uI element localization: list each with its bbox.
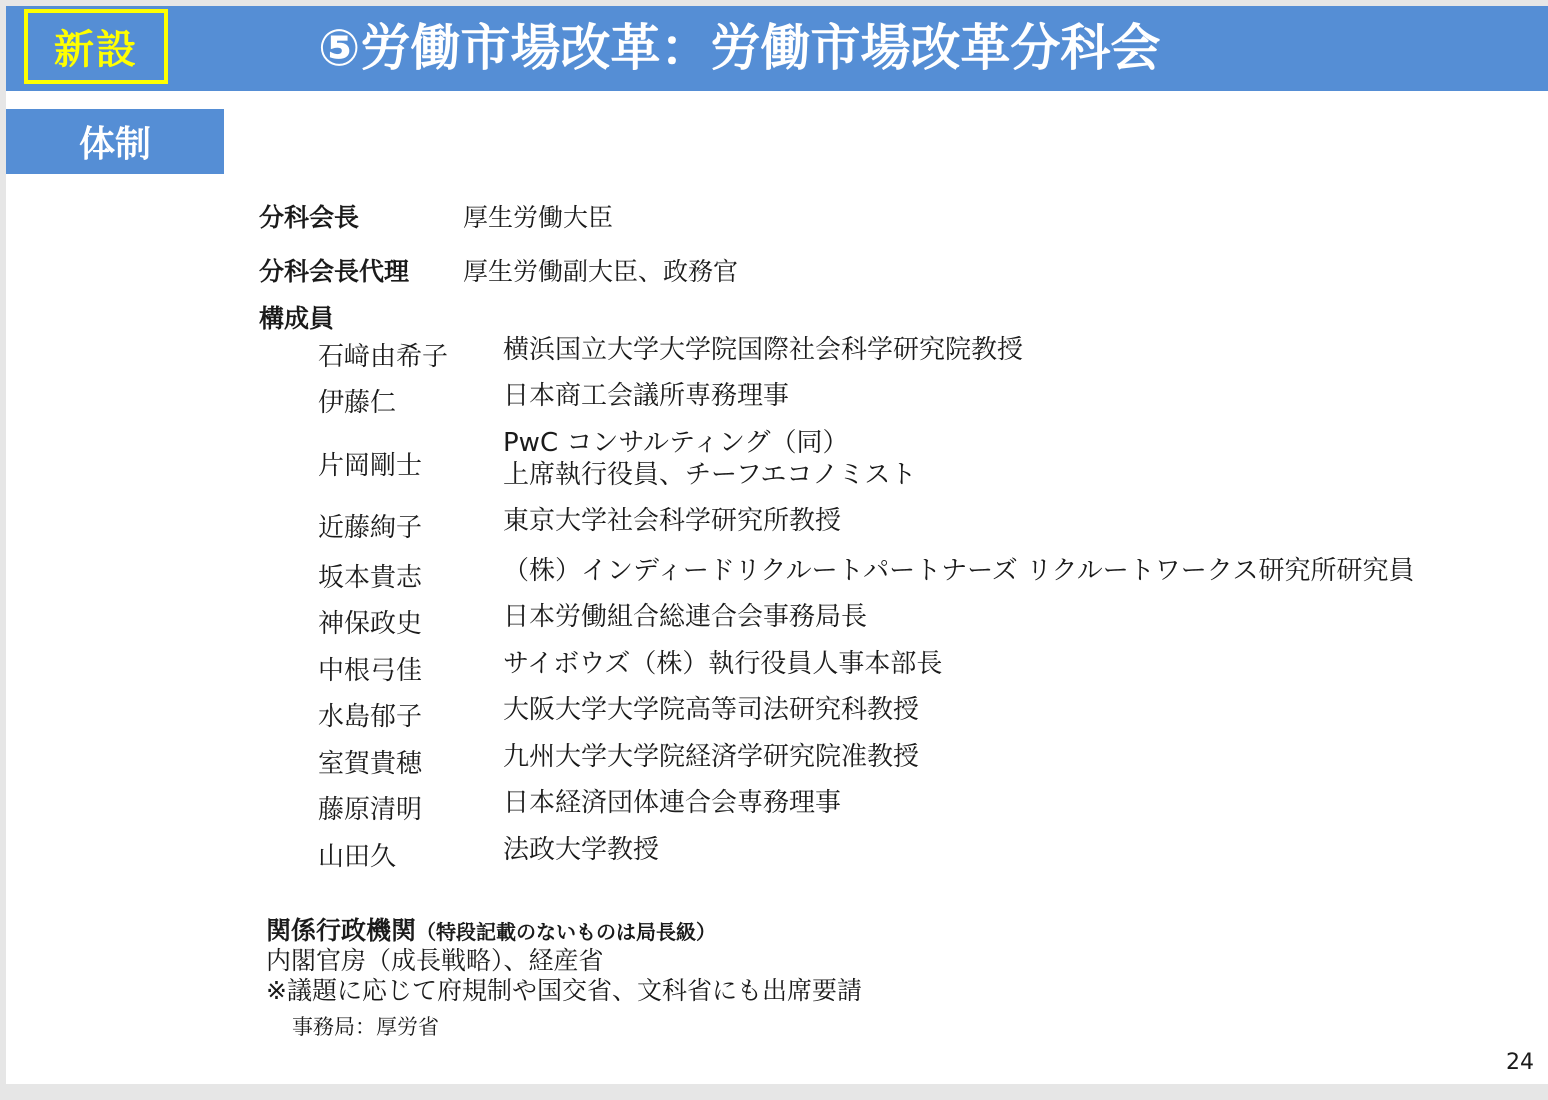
- agencies-heading-note: （特段記載のないものは局長級）: [416, 920, 717, 944]
- member-affiliation: 横浜国立大学大学院国際社会科学研究院教授: [503, 335, 1024, 365]
- member-affiliation: 九州大学大学院経済学研究院准教授: [503, 742, 920, 772]
- member-affiliation: 大阪大学大学院高等司法研究科教授: [503, 695, 920, 725]
- member-affiliation: サイボウズ（株）執行役員人事本部長: [503, 649, 943, 679]
- page-number: 24: [1506, 1050, 1534, 1075]
- member-affiliation: 日本経済団体連合会専務理事: [503, 788, 842, 818]
- title-bar: [6, 6, 1548, 91]
- new-badge: 新設: [24, 9, 168, 84]
- member-affiliation: 東京大学社会科学研究所教授: [503, 506, 842, 536]
- slide-title: ⑤労働市場改革：労働市場改革分科会: [318, 19, 1161, 77]
- members-heading: 構成員: [259, 304, 335, 333]
- deputy-chair-value: 厚生労働副大臣、政務官: [463, 257, 739, 286]
- member-affiliation-line2: 上席執行役員、チーフエコノミスト: [503, 460, 917, 490]
- section-tab: 体制: [6, 109, 224, 174]
- member-name: 石﨑由希子: [318, 342, 449, 372]
- member-name: 神保政史: [318, 609, 423, 639]
- agencies-note-line: ※議題に応じて府規制や国交省、文科省にも出席要請: [266, 976, 862, 1005]
- member-name: 近藤絢子: [318, 513, 423, 543]
- member-name: 坂本貴志: [318, 563, 423, 593]
- member-affiliation: 日本労働組合総連合会事務局長: [503, 602, 868, 632]
- member-name: 片岡剛士: [318, 451, 423, 481]
- member-name: 山田久: [318, 842, 397, 872]
- member-affiliation: PwC コンサルティング（同）: [503, 428, 849, 458]
- deputy-chair-label: 分科会長代理: [259, 257, 410, 286]
- agencies-heading-text: 関係行政機関: [266, 916, 417, 945]
- member-name: 伊藤仁: [318, 388, 397, 418]
- member-affiliation: （株）インディードリクルートパートナーズ リクルートワークス研究所研究員: [503, 556, 1415, 586]
- member-name: 藤原清明: [318, 795, 423, 825]
- member-affiliation: 日本商工会議所専務理事: [503, 381, 790, 411]
- member-name: 中根弓佳: [318, 656, 423, 686]
- agencies-line: 内閣官房（成長戦略）、経産省: [266, 946, 604, 975]
- slide: [6, 6, 1548, 1084]
- chair-label: 分科会長: [259, 203, 360, 232]
- member-affiliation: 法政大学教授: [503, 835, 660, 865]
- secretariat: 事務局：厚労省: [292, 1015, 439, 1039]
- member-name: 室賀貴穂: [318, 749, 423, 779]
- chair-value: 厚生労働大臣: [463, 203, 614, 232]
- member-name: 水島郁子: [318, 702, 423, 732]
